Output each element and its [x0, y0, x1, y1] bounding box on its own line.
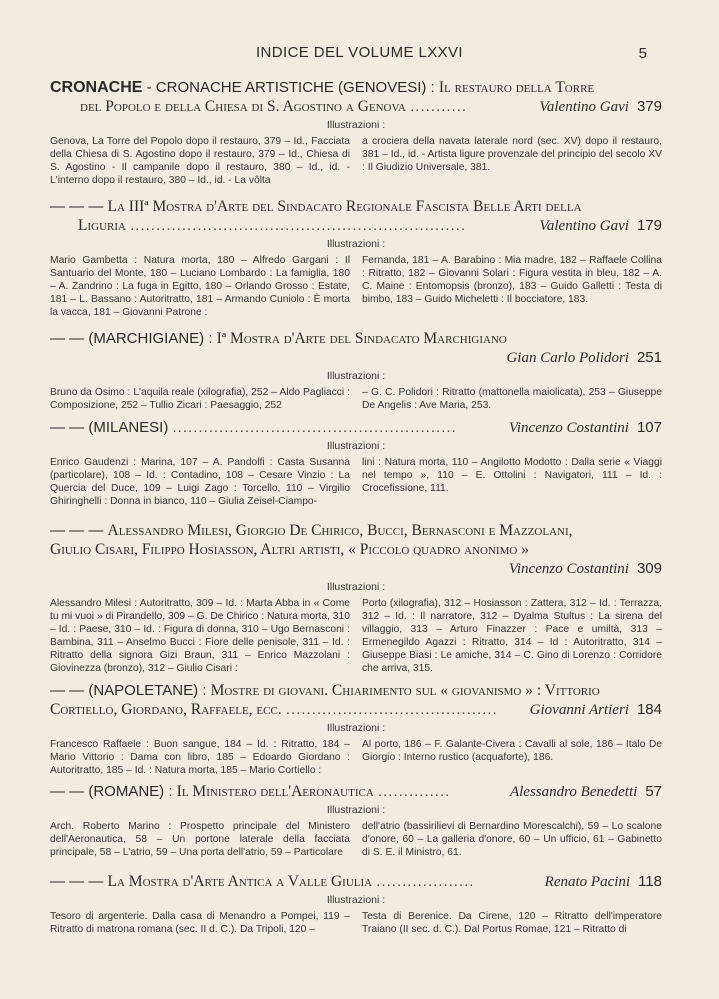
entry-page: 179 [636, 217, 662, 234]
entry-title-line: — — — La Mostra d'Arte Antica a Valle Giulia ................... Renato Pacini 118 [50, 873, 662, 890]
entry-author: Renato Pacini [544, 874, 631, 890]
entry-title-line: Cortiello, Giordano, Raffaele, ecc. ......................................... Giovanni Artieri 184 [50, 701, 662, 718]
entry-author: Valentino Gavi [539, 99, 629, 115]
entry-page: 379 [636, 98, 662, 115]
index-entry-liguria [50, 197, 662, 319]
entry-page: 118 [638, 873, 662, 890]
entry-title-line: CRONACHE - CRONACHE ARTISTICHE (GENOVESI) : Il restauro della Torre [50, 79, 595, 96]
entry-page: 57 [645, 783, 662, 800]
entry-title-line [50, 348, 662, 367]
entry-author: Gian Carlo Polidori [506, 350, 629, 366]
illustrations-left-column: Arch. Roberto Marino : Prospetto principale del Ministero dell'Aeronautica, 58 – Un portone laterale della facciata principale, 58 – L'atrio, 59 – Una porta dell'atrio, 59 – Particolare [50, 821, 350, 859]
illustrations-label: Illustrazioni : [326, 440, 386, 452]
index-entry-milanesi [50, 418, 662, 508]
illustrations-label: Illustrazioni : [326, 894, 386, 906]
illustrations-label: Illustrazioni : [326, 722, 386, 734]
entry-title-line: — — — La IIIª Mostra d'Arte del Sindacato Regionale Fascista Belle Arti della [50, 198, 582, 215]
illustrations-right-column: dell'atrio (bassirilievi di Bernardino Morescalchi), 59 – Lo scalone d'onore, 60 – La galleria d'onore, 60 – Un ufficio, 61 – Gabinetto di S. E. il Ministro, 61. [362, 821, 662, 859]
entry-page: 251 [636, 349, 662, 366]
illustrations-right-column: Porto (xilografia), 312 – Hosiasson : Zattera, 312 – Id. : Terrazza, 312 – Id. : Il narratore, 312 – Dyalma Stultus : La sirena del villaggio, 313 – Arturo Finazzer : Pace e umiltà, 313 – Ermenegildo Agazzi : Ritratto, 314 – Id : Autoritratto, 314 – Giuseppe Biasi : Le amiche, 314 – C. Gino di Lorenzo : Corridore che arriva, 315. [362, 598, 662, 675]
illustrations-label: Illustrazioni : [326, 581, 386, 593]
index-entry-genovesi [50, 78, 662, 187]
entry-title-line: del Popolo e della Chiesa di S. Agostino a Genova ........... Valentino Gavi 379 [80, 98, 662, 115]
illustrations-right-column: Testa di Berenice. Da Cirene, 120 – Ritratto dell'imperatore Traiano (II sec. d. C.). Dal Portus Romae, 121 – Ritratto di [362, 911, 662, 936]
index-entry-milesi [50, 521, 662, 676]
entry-title-line: — — (NAPOLETANE) : Mostre di giovani. Chiarimento sul « giovanismo » : Vittorio [50, 682, 600, 699]
illustrations-label: Illustrazioni : [326, 119, 386, 131]
illustrations-label: Illustrazioni : [326, 370, 386, 382]
entry-author: Giovanni Artieri [529, 702, 629, 718]
illustrations-left-column: Alessandro Milesi : Autoritratto, 309 – Id. : Marta Abba in « Come tu mi vuoi » di Pirandello, 309 – G. De Chirico : Natura morta, 310 – Id. : Paese, 310 – Id. : Figura di donna, 310 – Ugo Bernasconi : Bambina, 311 – Anselmo Bucci : Fiore delle penisole, 311 – Id. : Ritratto della signora Gizi Braun, 311 – Enrico Mazzolani : Giovinezza (bronzo), 312 – Giulio Cisari : [50, 598, 350, 675]
entry-page: 184 [636, 701, 662, 718]
entry-title-line: — — (MILANESI) ....................................................... Vincenzo Costantini 107 [50, 419, 662, 436]
illustrations-left-column: Francesco Raffaele : Buon sangue, 184 – Id. : Ritratto, 184 – Mario Vittorio : Dama con libro, 185 – Edoardo Giordano : Autoritratto, 185 – Id. : Natura morta, 185 – Mario Cortiello : [50, 739, 350, 777]
entry-author: Alessandro Benedetti [509, 784, 638, 800]
index-entry-marchigiane [50, 329, 662, 412]
running-head-title: INDICE DEL VOLUME LXXVI [255, 44, 464, 61]
index-entry-valle-giulia [50, 872, 662, 936]
illustrations-right-column: – G. C. Polidori : Ritratto (mattonella maiolicata), 253 – Giuseppe De Angelis : Ave Maria, 253. [362, 387, 662, 412]
index-entry-romane [50, 782, 662, 859]
illustrations-right-column: Al porto, 186 – F. Galante-Civera : Cavalli al sole, 186 – Italo De Giorgio : Interno rustico (acquaforte), 186. [362, 739, 662, 764]
entry-page: 107 [636, 419, 662, 436]
entry-author: Valentino Gavi [539, 218, 629, 234]
illustrations-left-column: Bruno da Osimo : L'aquila reale (xilografia), 252 – Aldo Pagliacci : Composizione, 252 – Tullio Zicari : Paesaggio, 252 [50, 387, 350, 412]
entry-author: Vincenzo Costantini [508, 420, 629, 436]
entry-title-line [50, 559, 662, 578]
entry-page: 309 [636, 560, 662, 577]
illustrations-left-column: Mario Gambetta : Natura morta, 180 – Alfredo Gargani : Il Santuario del Monte, 180 – Luciano Lombardo : La famiglia, 180 – A. Zandrino : La fuga in Egitto, 180 – Orlando Grosso : Estate, 181 – L. Bassano : Autoritratto, 181 – Armando Cuniolo : È morta la vacca, 181 – Giovanni Patrone : [50, 255, 350, 319]
index-entry-napoletane [50, 681, 662, 777]
illustrations-label: Illustrazioni : [326, 804, 386, 816]
illustrations-left-column: Genova, La Torre del Popolo dopo il restauro, 379 – Id., Facciata della Chiesa di S. Agostino dopo il restauro, 379 – Id., Chiesa di S. Agostino - Il campanile dopo il restauro, 380 – Id., id. - L'interno dopo il restauro, 380 – Id., id. - La vôlta [50, 136, 350, 187]
illustrations-left-column: Enrico Gaudenzi : Marina, 107 – A. Pandolfi : Casta Susanna (particolare), 108 – Id. : Contadino, 108 – Cesare Vinzio : La Quercia del Duce, 109 – Luigi Zago : Torcello, 110 – Virgilio Ghiringhelli : Donna in bianco, 110 – Giulia Zeisel-Ciampo- [50, 457, 350, 508]
entry-title-line: — — (MARCHIGIANE) : Iª Mostra d'Arte del Sindacato Marchigiano [50, 330, 507, 347]
illustrations-right-column: Fernanda, 181 – A. Barabino : Mia madre, 182 – Raffaele Collina : Ritratto, 182 – Giovanni Solari : Figura vestita in bleu, 182 – A. C. Maine : Entomopsis (bronzo), 183 – Guido Galletti : Testa di bimbo, 183 – Guido Micheletti : Il bocciatore, 183. [362, 255, 662, 306]
entry-title-line: — — — Alessandro Milesi, Giorgio De Chirico, Bucci, Bernasconi e Mazzolani, [50, 522, 573, 539]
illustrations-label: Illustrazioni : [326, 238, 386, 250]
illustrations-left-column: Tesoro di argenterie. Dalla casa di Menandro a Pompei, 119 – Ritratto di matrona romana (sec. II d. C.). Da Tripoli, 120 – [50, 911, 350, 936]
entry-title-line: — — (ROMANE) : Il Ministero dell'Aeronautica .............. Alessandro Benedetti 57 [50, 783, 662, 800]
entry-author: Vincenzo Costantini [508, 561, 629, 577]
illustrations-right-column: a crociera della navata laterale nord (sec. XV) dopo il restauro, 381 – Id., id. - Artista ligure provenzale del principio del secolo XV : Il Giudizio Universale, 381. [362, 136, 662, 174]
entry-title-line: Liguria ................................................................. Valentino Gavi 179 [78, 217, 662, 234]
illustrations-right-column: lini : Natura morta, 110 – Angilotto Modotto : Dalla serie « Viaggi nel tempo », 110 – E. Ottolini : Navigatori, 111 – Id. : Crocefissione, 111. [362, 457, 662, 495]
entry-title-line: Giulio Cisari, Filippo Hosiasson, Altri artisti, « Piccolo quadro anonimo » [50, 541, 529, 558]
page-number: 5 [638, 45, 647, 62]
